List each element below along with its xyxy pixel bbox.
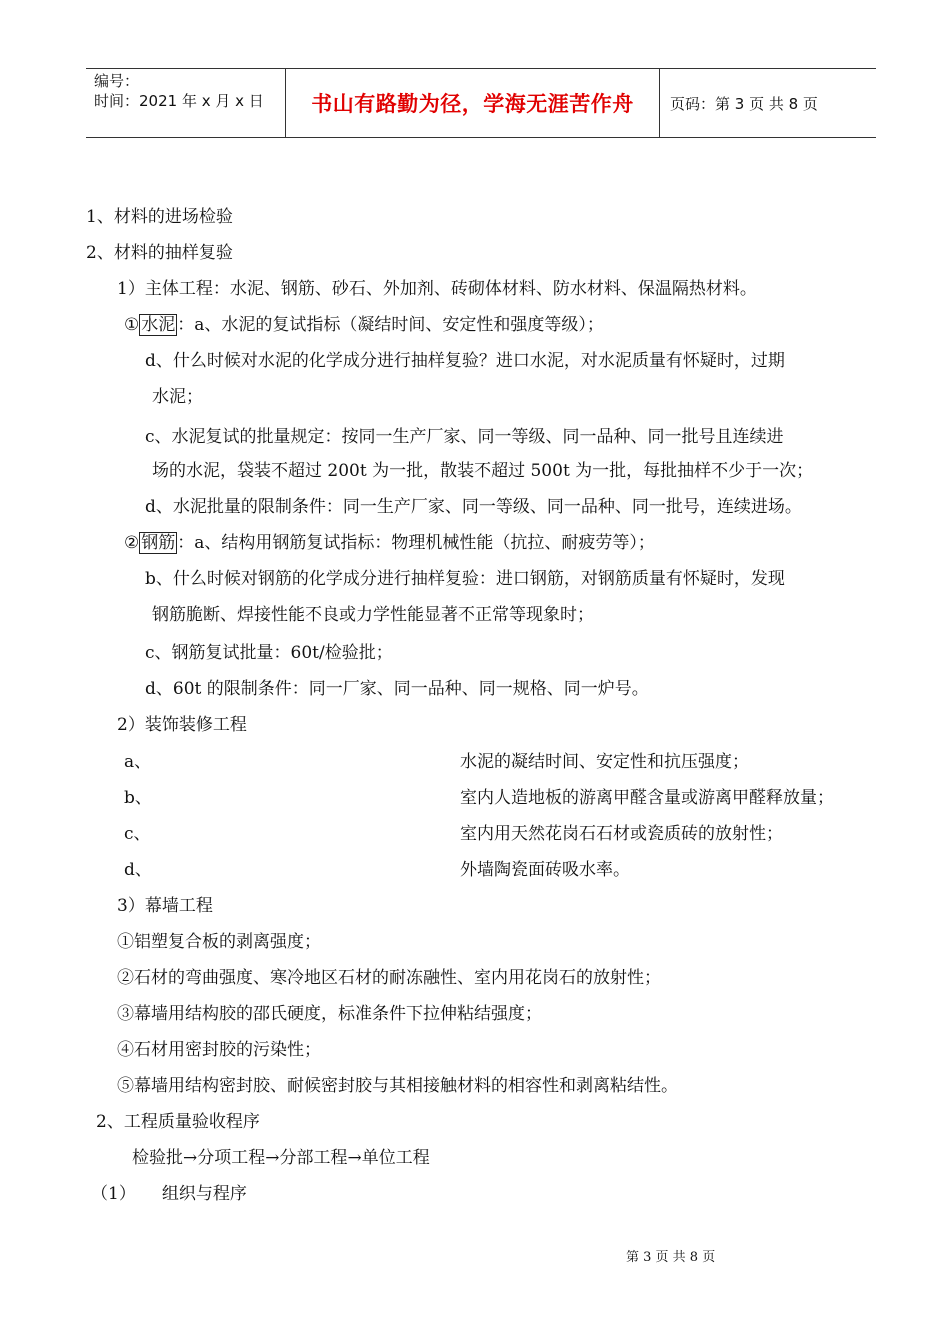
decoration-item-letter: b、 bbox=[124, 788, 152, 808]
steel-b1-cont: 钢筋脆断、焊接性能不良或力学性能显著不正常等现象时； bbox=[152, 605, 594, 625]
steel-boxed-term: 钢筋 bbox=[141, 533, 176, 553]
decoration-item-letter: d、 bbox=[124, 860, 152, 880]
time-label: 时间：2021 年 x 月 x 日 bbox=[94, 92, 264, 110]
organization-line bbox=[91, 1182, 247, 1206]
steel-line bbox=[124, 531, 655, 555]
decoration-title: 2）装饰装修工程 bbox=[117, 715, 247, 735]
curtain-wall-item: ④石材用密封胶的污染性； bbox=[117, 1040, 321, 1060]
heading-material-entry: 1、材料的进场检验 bbox=[86, 207, 233, 227]
decoration-item-letter: a、 bbox=[124, 752, 152, 772]
acceptance-flow: 检验批→分项工程→分部工程→单位工程 bbox=[132, 1148, 430, 1168]
header-page-label: 页码：第 3 页 共 8 页 bbox=[670, 94, 818, 113]
decoration-item-text: 室内用天然花岗石石材或瓷质砖的放射性； bbox=[460, 824, 783, 844]
curtain-wall-item: ①铝塑复合板的剥离强度； bbox=[117, 932, 321, 952]
curtain-wall-item: ②石材的弯曲强度、寒冷地区石材的耐冻融性、室内用花岗石的放射性； bbox=[117, 968, 661, 988]
organization-number: （1） bbox=[91, 1184, 136, 1204]
page-footer: 第 3 页 共 8 页 bbox=[626, 1250, 716, 1265]
cement-c1-cont: 场的水泥，袋装不超过 200t 为一批，散装不超过 500t 为一批，每批抽样不少于一次； bbox=[152, 461, 814, 481]
steel-c: c、钢筋复试批量：60t/检验批； bbox=[145, 643, 393, 663]
decoration-item-text: 室内人造地板的游离甲醛含量或游离甲醛释放量； bbox=[460, 788, 834, 808]
curtain-wall-item: ⑤幕墙用结构密封胶、耐候密封胶与其相接触材料的相容性和剥离粘结性。 bbox=[117, 1076, 678, 1096]
organization-text: 组织与程序 bbox=[161, 1184, 247, 1204]
cement-boxed-term: 水泥 bbox=[141, 315, 176, 335]
steel-number: ② bbox=[124, 533, 140, 553]
cement-line bbox=[124, 313, 604, 337]
cement-number: ① bbox=[124, 315, 140, 335]
page-header bbox=[86, 68, 876, 138]
curtain-wall-item: ③幕墙用结构胶的邵氏硬度，标准条件下拉伸粘结强度； bbox=[117, 1004, 542, 1024]
header-motto: 书山有路勤为径，学海无涯苦作舟 bbox=[286, 69, 660, 137]
cement-d1: d、什么时候对水泥的化学成分进行抽样复验？进口水泥，对水泥质量有怀疑时，过期 bbox=[145, 351, 785, 371]
cement-c1: c、水泥复试的批量规定：按同一生产厂家、同一等级、同一品种、同一批号且连续进 bbox=[145, 427, 784, 447]
steel-b1: b、什么时候对钢筋的化学成分进行抽样复验：进口钢筋，对钢筋质量有怀疑时，发现 bbox=[145, 569, 785, 589]
decoration-item-letter: c、 bbox=[124, 824, 151, 844]
acceptance-title: 2、工程质量验收程序 bbox=[96, 1112, 260, 1132]
cement-d2: d、水泥批量的限制条件：同一生产厂家、同一等级、同一品种、同一批号，连续进场。 bbox=[145, 497, 802, 517]
decoration-item-text: 水泥的凝结时间、安定性和抗压强度； bbox=[460, 752, 749, 772]
main-structure-line: 1）主体工程：水泥、钢筋、砂石、外加剂、砖砌体材料、防水材料、保温隔热材料。 bbox=[117, 279, 757, 299]
cement-d1-cont: 水泥； bbox=[152, 387, 203, 407]
header-meta bbox=[86, 69, 286, 137]
cement-a-text: ：a、水泥的复试指标（凝结时间、安定性和强度等级）； bbox=[177, 315, 604, 335]
steel-d: d、60t 的限制条件：同一厂家、同一品种、同一规格、同一炉号。 bbox=[145, 679, 649, 699]
curtain-wall-title: 3）幕墙工程 bbox=[117, 896, 213, 916]
heading-material-sampling: 2、材料的抽样复验 bbox=[86, 243, 233, 263]
steel-a-text: ：a、结构用钢筋复试指标：物理机械性能（抗拉、耐疲劳等）； bbox=[177, 533, 655, 553]
decoration-item-text: 外墙陶瓷面砖吸水率。 bbox=[460, 860, 630, 880]
number-label: 编号： bbox=[94, 72, 140, 90]
